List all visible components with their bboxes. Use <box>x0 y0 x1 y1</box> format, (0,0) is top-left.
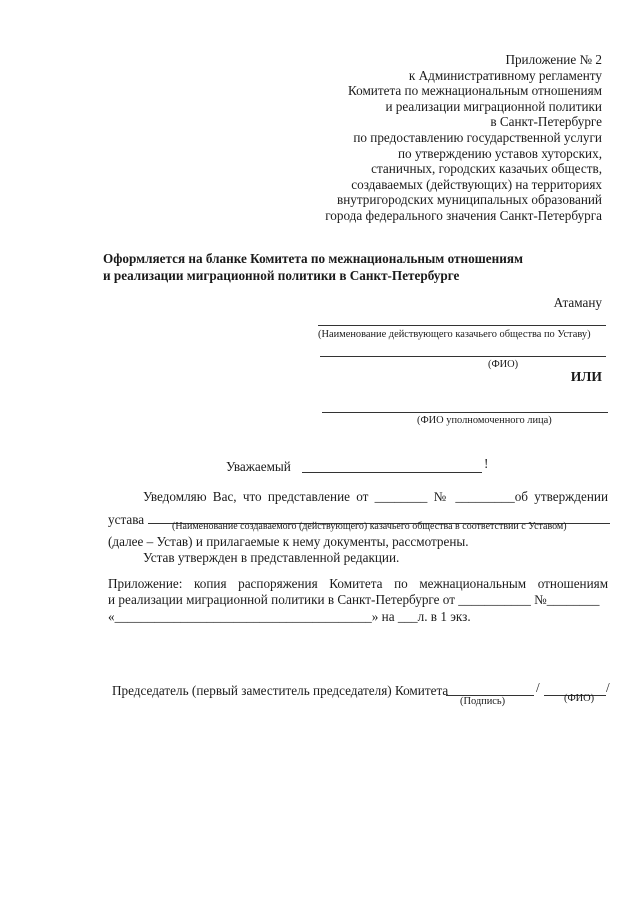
header-line: Комитета по межнациональным отношениям <box>347 83 602 99</box>
header-line: города федерального значения Санкт-Петербурга <box>325 207 602 223</box>
notify-word: ________ <box>374 489 428 504</box>
attachment-line <box>108 576 608 592</box>
dalee-line: (далее – Устав) и прилагаемые к нему документы, рассмотрены. <box>108 534 469 549</box>
notify-word: от <box>356 489 369 504</box>
header-line: по утверждению уставов хуторских, <box>398 145 602 161</box>
fio-caption: (ФИО) <box>488 359 519 370</box>
attachment-word: Приложение: <box>108 576 183 591</box>
notify-line <box>143 489 608 505</box>
notify-word: что <box>242 489 262 504</box>
header-line: создаваемых (действующих) на территориях <box>351 176 602 192</box>
attachment-word: межнациональным <box>419 576 527 591</box>
signature-fio-caption: (ФИО) <box>564 693 595 704</box>
or-label: ИЛИ <box>570 369 602 384</box>
notify-word: Уведомляю <box>143 489 207 504</box>
header-line: Приложение № 2 <box>505 52 602 67</box>
header-line: в Санкт-Петербурге <box>490 114 602 130</box>
header-line: станичных, городских казачьих обществ, <box>371 161 602 177</box>
authorized-fio-line <box>322 412 608 413</box>
salutation-exclamation: ! <box>484 456 489 471</box>
notify-word: представление <box>267 489 351 504</box>
attachment-line-3: «_______________________________________» на ___л. в 1 экз. <box>108 609 471 624</box>
appendix-header <box>272 52 602 224</box>
society-name-line <box>318 325 606 326</box>
ataman-label: Атаману <box>553 295 602 310</box>
society-name-caption: (Наименование действующего казачьего общества по Уставу) <box>318 329 591 340</box>
attachment-word: распоряжения <box>238 576 318 591</box>
signature-slash: / <box>536 680 540 695</box>
signature-label: Председатель (первый заместитель председателя) Комитета <box>112 683 449 698</box>
salutation-name-line <box>302 472 482 473</box>
charter-label: устава <box>108 512 145 527</box>
letterhead-note-line: и реализации миграционной политики в Санкт-Петербурге <box>103 268 460 283</box>
salutation-label: Уважаемый <box>226 459 291 474</box>
notify-word: утверждении <box>534 489 609 504</box>
approved-line: Устав утвержден в представленной редакции. <box>143 550 400 565</box>
attachment-word: по <box>394 576 408 591</box>
header-line: и реализации миграционной политики <box>385 98 602 114</box>
fio-line <box>320 356 606 357</box>
letterhead-note <box>103 250 523 284</box>
attachment-word: копия <box>194 576 227 591</box>
attachment-word: Комитета <box>329 576 383 591</box>
attachment-line-2: и реализации миграционной политики в Санкт-Петербурге от ___________ №________ <box>108 592 600 607</box>
notify-word: Вас, <box>212 489 237 504</box>
header-line: внутригородских муниципальных образований <box>336 192 602 208</box>
letterhead-note-line: Оформляется на бланке Комитета по межнациональным отношениям <box>103 251 523 266</box>
header-line: к Административному регламенту <box>408 67 602 83</box>
signature-slash-end: / <box>606 680 610 695</box>
attachment-word: отношениям <box>537 576 609 591</box>
header-line: по предоставлению государственной услуги <box>353 129 602 145</box>
authorized-fio-caption: (ФИО уполномоченного лица) <box>417 415 552 426</box>
signature-caption: (Подпись) <box>460 696 506 707</box>
charter-name-caption: (Наименование создаваемого (действующего) казачьего общества в соответствии с Уставом) <box>172 521 567 532</box>
notify-word: № <box>433 489 450 504</box>
notify-word: _________об <box>455 489 528 504</box>
